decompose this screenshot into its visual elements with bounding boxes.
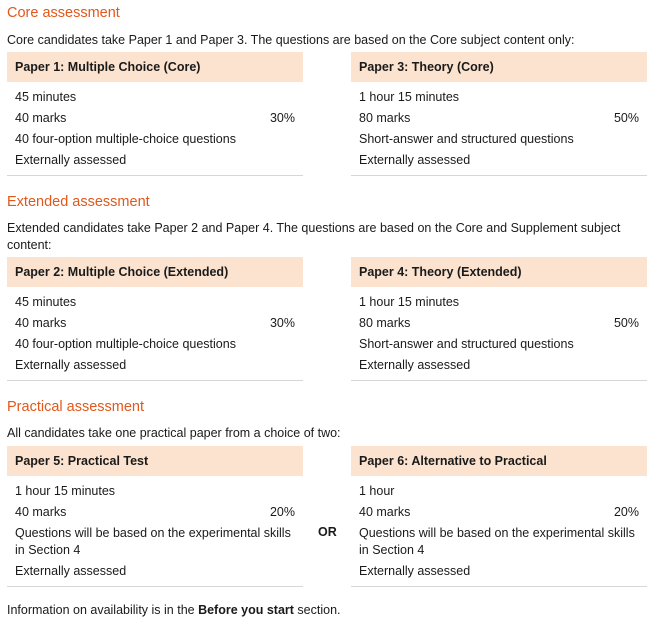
paper-5-assessment: Externally assessed xyxy=(15,564,127,578)
paper-2-heading: Paper 2: Multiple Choice (Extended) xyxy=(7,257,303,287)
paper-6-assessment: Externally assessed xyxy=(359,564,471,578)
paper-3-divider xyxy=(351,169,647,176)
paper-1-card xyxy=(7,52,303,176)
paper-1-weight: 30% xyxy=(269,111,295,125)
paper-3-card xyxy=(351,52,647,176)
paper-3-heading: Paper 3: Theory (Core) xyxy=(351,52,647,82)
availability-note xyxy=(7,603,341,617)
paper-1-marks: 40 marks xyxy=(15,111,67,125)
paper-4-weight: 50% xyxy=(613,316,639,330)
paper-3-weight: 50% xyxy=(613,111,639,125)
paper-6-heading: Paper 6: Alternative to Practical xyxy=(351,446,647,476)
paper-2-format: 40 four-option multiple-choice questions xyxy=(15,337,236,351)
paper-2-duration: 45 minutes xyxy=(15,295,77,309)
paper-2-marks-row xyxy=(7,315,303,332)
paper-1-duration: 45 minutes xyxy=(15,90,77,104)
paper-1-format: 40 four-option multiple-choice questions xyxy=(15,132,236,146)
paper-2-weight: 30% xyxy=(269,316,295,330)
extended-intro: Extended candidates take Paper 2 and Paper 4. The questions are based on the Core and Supplement subject content: xyxy=(7,221,621,252)
core-intro: Core candidates take Paper 1 and Paper 3. The questions are based on the Core subject content only: xyxy=(7,33,575,47)
paper-4-divider xyxy=(351,374,647,381)
before-you-start-reference: Before you start xyxy=(198,603,294,617)
paper-5-format-line-2: in Section 4 xyxy=(15,543,81,557)
paper-2-assessment: Externally assessed xyxy=(15,358,127,372)
paper-4-heading: Paper 4: Theory (Extended) xyxy=(351,257,647,287)
paper-5-format-line-1: Questions will be based on the experimental skills xyxy=(15,526,291,540)
paper-1-assessment: Externally assessed xyxy=(15,153,127,167)
paper-2-marks: 40 marks xyxy=(15,316,67,330)
paper-3-marks-row xyxy=(351,110,647,127)
or-label: OR xyxy=(318,525,337,539)
paper-4-marks-row xyxy=(351,315,647,332)
paper-6-format-line-2: in Section 4 xyxy=(359,543,425,557)
paper-5-weight: 20% xyxy=(269,505,295,519)
core-section-title: Core assessment xyxy=(7,5,120,21)
paper-6-marks-row xyxy=(351,504,647,521)
paper-6-divider xyxy=(351,580,647,587)
availability-note-after: section. xyxy=(293,603,341,617)
practical-intro: All candidates take one practical paper from a choice of two: xyxy=(7,426,341,440)
paper-6-card xyxy=(351,446,647,587)
paper-5-divider xyxy=(7,580,303,587)
paper-1-heading: Paper 1: Multiple Choice (Core) xyxy=(7,52,303,82)
paper-3-duration: 1 hour 15 minutes xyxy=(359,90,460,104)
paper-4-format: Short-answer and structured questions xyxy=(359,337,574,351)
paper-1-marks-row xyxy=(7,110,303,127)
paper-4-card xyxy=(351,257,647,381)
paper-5-card xyxy=(7,446,303,587)
paper-6-format xyxy=(351,525,647,559)
paper-5-marks: 40 marks xyxy=(15,505,67,519)
availability-note-before: Information on availability is in the xyxy=(7,603,199,617)
paper-1-divider xyxy=(7,169,303,176)
practical-section-title: Practical assessment xyxy=(7,399,144,415)
paper-4-duration: 1 hour 15 minutes xyxy=(359,295,460,309)
paper-6-duration: 1 hour xyxy=(359,484,395,498)
paper-2-divider xyxy=(7,374,303,381)
paper-5-marks-row xyxy=(7,504,303,521)
paper-3-marks: 80 marks xyxy=(359,111,411,125)
paper-6-marks: 40 marks xyxy=(359,505,411,519)
paper-5-duration: 1 hour 15 minutes xyxy=(15,484,116,498)
paper-4-marks: 80 marks xyxy=(359,316,411,330)
paper-3-assessment: Externally assessed xyxy=(359,153,471,167)
paper-2-card xyxy=(7,257,303,381)
paper-4-assessment: Externally assessed xyxy=(359,358,471,372)
paper-5-heading: Paper 5: Practical Test xyxy=(7,446,303,476)
paper-3-format: Short-answer and structured questions xyxy=(359,132,574,146)
extended-section-title: Extended assessment xyxy=(7,194,150,210)
paper-6-format-line-1: Questions will be based on the experimental skills xyxy=(359,526,635,540)
paper-6-weight: 20% xyxy=(613,505,639,519)
paper-5-format xyxy=(7,525,303,559)
